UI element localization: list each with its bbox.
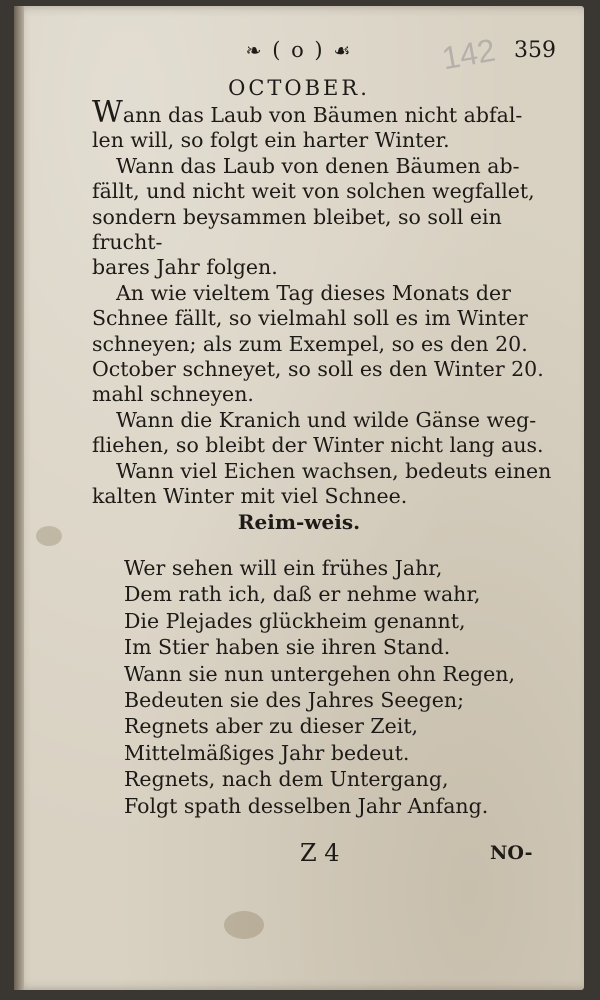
- verse-heading: Reim-weis.: [237, 510, 361, 534]
- section-mark: ( o ): [272, 38, 325, 62]
- text-line: mahl schneyen.: [92, 382, 254, 407]
- book-page: [14, 6, 584, 990]
- verse-block: [124, 555, 544, 819]
- signature-mark: Z 4: [300, 839, 340, 867]
- page-binding-edge: [14, 6, 24, 990]
- text-line: sondern beysammen bleibet, so soll ein frucht-: [92, 204, 502, 255]
- left-ornament-icon: ❧: [245, 40, 264, 62]
- initial-letter: W: [92, 95, 123, 130]
- text-line: ann das Laub von Bäumen nicht abfal-: [122, 103, 523, 127]
- text-line: bares Jahr folgen.: [92, 255, 278, 280]
- text-line: Schnee fällt, so vielmahl soll es im Winter: [92, 306, 528, 331]
- right-ornament-icon: ☙: [333, 40, 353, 62]
- text-line: Wann viel Eichen wachsen, bedeuts einen: [116, 458, 552, 483]
- foxing-stain: [224, 911, 264, 939]
- catchword: NO-: [490, 842, 533, 864]
- running-head: [14, 38, 584, 62]
- paragraph-5: [92, 459, 570, 510]
- text-line: Wann das Laub von denen Bäumen ab-: [116, 153, 520, 178]
- paragraph-2: [92, 154, 570, 281]
- text-line: fällt, und nicht weit von solchen wegfallet,: [92, 179, 535, 204]
- verse-line: Regnets aber zu dieser Zeit,: [124, 714, 419, 739]
- handwritten-pencil-mark: 142: [439, 31, 499, 77]
- text-line: len will, so folgt ein harter Winter.: [92, 128, 450, 153]
- text-line: An wie vieltem Tag dieses Monats der: [116, 280, 511, 305]
- text-line: fliehen, so bleibt der Winter nicht lang aus.: [92, 433, 544, 458]
- paragraph-1: [92, 95, 570, 154]
- verse-line: Regnets, nach dem Untergang,: [124, 767, 449, 792]
- text-line: Wann die Kranich und wilde Gänse weg-: [116, 407, 537, 432]
- verse-line: Folgt spath desselben Jahr Anfang.: [124, 793, 489, 818]
- paragraph-3: [92, 281, 570, 408]
- weather-lore-text: [92, 95, 570, 510]
- verse-line: Im Stier haben sie ihren Stand.: [124, 635, 451, 660]
- verse-line: Wann sie nun untergehen ohn Regen,: [124, 661, 515, 686]
- text-line: schneyen; als zum Exempel, so es den 20.: [92, 331, 528, 356]
- paragraph-4: [92, 408, 570, 459]
- verse-line: Mittelmäßiges Jahr bedeut.: [124, 740, 410, 765]
- page-number: 359: [514, 38, 556, 63]
- verse-line: Wer sehen will ein frühes Jahr,: [124, 556, 443, 580]
- month-heading: OCTOBER.: [228, 76, 370, 100]
- text-line: October schneyet, so soll es den Winter 20.: [92, 357, 544, 382]
- verse-line: Bedeuten sie des Jahres Seegen;: [124, 688, 465, 713]
- verse-line: Die Plejades glückheim genannt,: [124, 608, 466, 633]
- verse-line: Dem rath ich, daß er nehme wahr,: [124, 582, 481, 607]
- text-line: kalten Winter mit viel Schnee.: [92, 484, 408, 509]
